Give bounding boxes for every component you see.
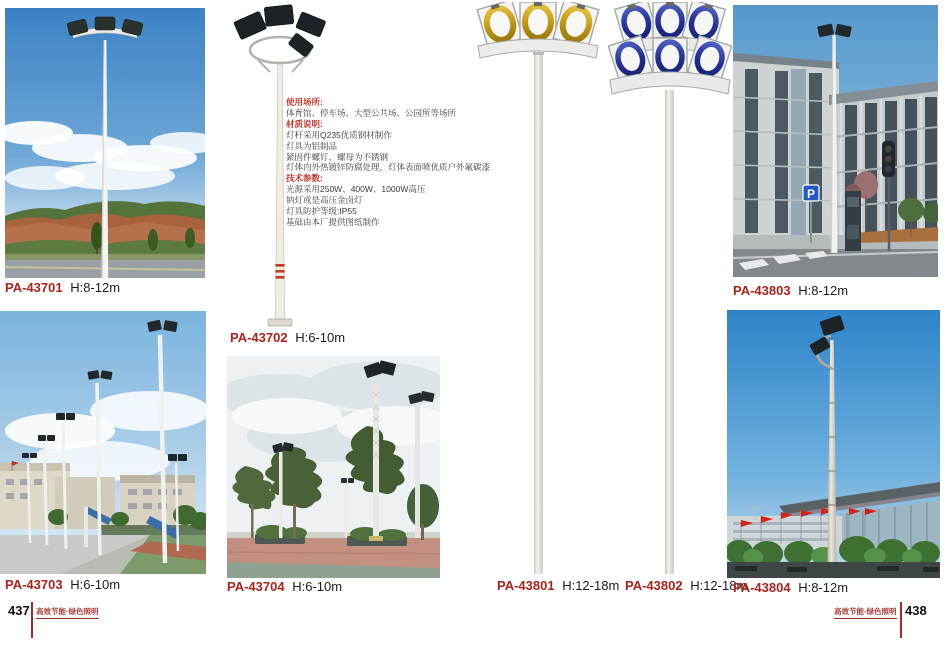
- product-image-43802: [608, 2, 732, 574]
- photo-43703: [0, 311, 206, 574]
- product-label-43702: [230, 330, 345, 345]
- info-line: 体育馆、停车场、大型公共场、公园所等场所: [286, 107, 457, 118]
- product-label-43803: [733, 283, 848, 298]
- product-height: H:6-10m: [70, 577, 121, 592]
- photo-43704: [227, 356, 440, 578]
- info-line: 钠灯或是高压金卤灯: [286, 195, 363, 206]
- product-label-43801: [497, 578, 619, 593]
- product-code: PA-43804: [733, 580, 791, 595]
- info-line: 灯体内外热镀锌防腐处理，灯体表面喷优质户外氟碳漆: [286, 162, 491, 173]
- product-code: PA-43701: [5, 280, 63, 295]
- product-height: H:8-12m: [798, 580, 849, 595]
- product-label-43701: [5, 280, 120, 295]
- product-label-43802: [625, 578, 747, 593]
- info-panel: [286, 97, 490, 228]
- product-code: PA-43702: [230, 330, 288, 345]
- product-height: H:8-12m: [798, 283, 849, 298]
- info-line: 灯具防护等级:IP55: [286, 206, 357, 217]
- light-pole: [533, 52, 544, 574]
- info-line: 紧固件螺钉、螺母为不锈钢: [286, 151, 389, 162]
- photo-43804: [727, 310, 940, 578]
- info-line: 基础由本厂提供图纸制作: [286, 216, 380, 227]
- footer-slogan-right: 高效节能·绿色照明: [834, 606, 897, 619]
- footer-divider-right: [900, 602, 902, 638]
- product-height: H:6-10m: [295, 330, 346, 345]
- product-label-43703: [5, 577, 120, 592]
- photo-43701: [5, 8, 205, 278]
- product-code: PA-43704: [227, 579, 285, 594]
- page-number-left: 437: [8, 603, 30, 618]
- info-heading: 技术参数:: [286, 173, 323, 184]
- footer-divider-left: [31, 602, 33, 638]
- light-pole: [665, 90, 674, 574]
- product-height: H:6-10m: [292, 579, 343, 594]
- product-label-43704: [227, 579, 342, 594]
- info-line: 光源采用250W、400W、1000W高压: [286, 184, 426, 195]
- product-height: H:12-18m: [690, 578, 748, 593]
- parking-sign-letter: P: [806, 187, 816, 201]
- product-height: H:8-12m: [70, 280, 121, 295]
- product-code: PA-43802: [625, 578, 683, 593]
- page-number-right: 438: [905, 603, 927, 618]
- product-label-43804: [733, 580, 848, 595]
- info-heading: 使用场所:: [286, 97, 323, 107]
- product-height: H:12-18m: [562, 578, 620, 593]
- info-line: 灯具为铝制品: [286, 140, 338, 151]
- product-code: PA-43803: [733, 283, 791, 298]
- floodlights: [234, 5, 327, 58]
- info-line: 灯杆采用Q235优质钢材制作: [286, 129, 392, 140]
- product-code: PA-43801: [497, 578, 555, 593]
- product-code: PA-43703: [5, 577, 63, 592]
- info-heading: 材质说明:: [286, 118, 323, 129]
- photo-43803: [733, 5, 938, 277]
- product-image-43801: [470, 2, 630, 574]
- footer-slogan-left: 高效节能·绿色照明: [36, 606, 99, 619]
